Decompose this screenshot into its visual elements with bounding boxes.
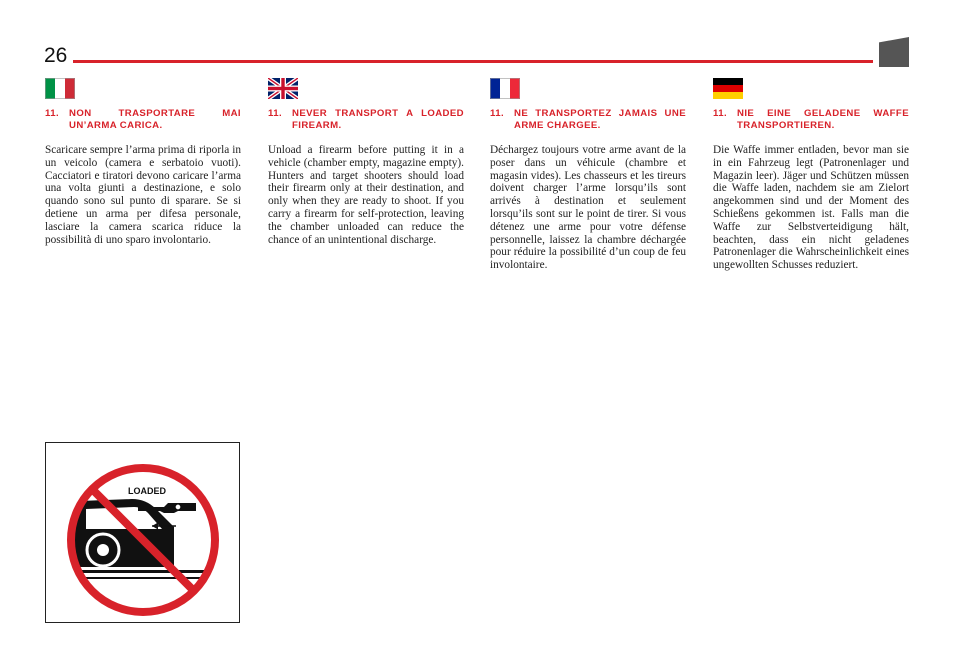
section-title: NON TRASPORTARE MAI UN’ARMA CARICA. (69, 108, 241, 131)
section-heading (268, 108, 464, 132)
section-body: Scaricare sempre l’arma prima di riporla in un veicolo (camera e serbatoio vuoti). Cacciatori e tiratori devono caricare l’arma una volta giunti a destinazione, e solo quando sono sul punto di sparare. Se si detiene un arma per difesa personale, lasciare la camera scarica riduce la possibilità di uno sparo involontario. (45, 144, 241, 246)
section-heading (490, 108, 686, 132)
section-italian (45, 78, 241, 246)
section-number: 11. (490, 108, 505, 119)
germany-flag-icon (713, 78, 743, 99)
section-heading (713, 108, 909, 132)
section-title: NIE EINE GELADENE WAFFE TRANSPORTIEREN. (737, 108, 909, 131)
section-number: 11. (45, 108, 60, 119)
section-body: Déchargez toujours votre arme avant de la poser dans un véhicule (chambre et magasin vides). Les chasseurs et les tireurs doivent charger l’arme lorsqu’ils sont arrivés à destination et seulement lorsqu’ils sont sur le point de tirer. Si vous détenez une arme pour votre défense personnelle, laissez la chambre déchargée pour réduire la possibilité d’un coup de feu involontaire. (490, 144, 686, 272)
header-rule (73, 60, 873, 63)
section-body: Unload a firearm before putting it in a vehicle (chamber empty, magazine empty). Hunters and target shooters should load their firearm only at their destination, and only when they are ready to shoot. If you carry a firearm for self-protection, leaving the chamber unloaded can reduce the chance of an unintentional discharge. (268, 144, 464, 246)
uk-flag-icon (268, 78, 298, 99)
section-english (268, 78, 464, 246)
section-title: NEVER TRANSPORT A LOADED FIREARM. (292, 108, 464, 131)
section-german (713, 78, 909, 272)
page-number: 26 (44, 44, 68, 67)
italy-flag-icon (45, 78, 75, 99)
section-title: NE TRANSPORTEZ JAMAIS UNE ARME CHARGEE. (514, 108, 686, 131)
france-flag-icon (490, 78, 520, 99)
section-number: 11. (713, 108, 728, 119)
section-heading (45, 108, 241, 132)
section-body: Die Waffe immer entladen, bevor man sie in ein Fahrzeug legt (Patronenlager und Magazin leer). Jäger und Schützen müssen die Waffe laden, nachdem sie am Zielort angekommen sind und der Moment des Schießens gekommen ist. Falls man die Waffe zur Selbstverteidigung hält, beachten, dass ein nicht geladenes Patronenlager die Wahrscheinlichkeit eines ungewollten Schusses reduziert. (713, 144, 909, 272)
no-loaded-firearm-in-vehicle-icon (46, 443, 239, 622)
section-french (490, 78, 686, 272)
loaded-label: LOADED (128, 486, 166, 496)
corner-tab-icon (879, 37, 909, 67)
section-number: 11. (268, 108, 283, 119)
no-loaded-firearm-illustration (45, 442, 240, 623)
